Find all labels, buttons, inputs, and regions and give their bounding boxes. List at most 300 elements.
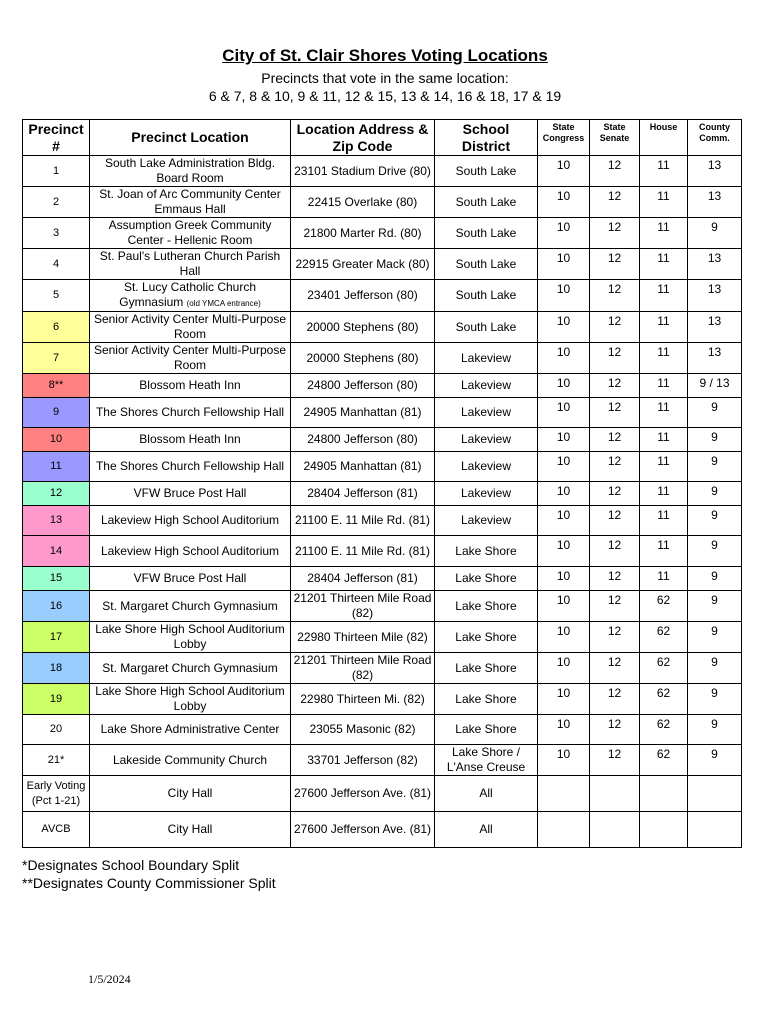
table-row xyxy=(23,218,742,249)
house-text: 11 xyxy=(657,400,670,414)
county-text: 13 xyxy=(707,189,722,203)
congress-text: 10 xyxy=(556,454,571,468)
house-text: 11 xyxy=(657,220,670,234)
congress-text: 10 xyxy=(556,345,571,359)
cell-district xyxy=(435,280,538,312)
cell-precinct xyxy=(23,218,90,249)
cell-precinct xyxy=(23,591,90,622)
cell-location xyxy=(90,428,291,452)
cell-senate xyxy=(590,374,640,398)
cell-senate xyxy=(590,536,640,567)
cell-congress xyxy=(538,187,590,218)
cell-congress xyxy=(538,591,590,622)
address-text: 22980 Thirteen Mile (82) xyxy=(297,629,428,644)
header-location: Precinct Location xyxy=(90,120,291,156)
cell-congress xyxy=(538,452,590,482)
cell-precinct xyxy=(23,684,90,715)
cell-house xyxy=(640,398,688,428)
district-text: Lake Shore / L'Anse Creuse xyxy=(446,745,526,774)
address-text: 22915 Greater Mack (80) xyxy=(295,256,430,271)
cell-location xyxy=(90,312,291,343)
address-text: 20000 Stephens (80) xyxy=(306,319,419,334)
cell-county xyxy=(688,398,742,428)
location-text: St. Lucy Catholic Church Gymnasium xyxy=(119,280,257,309)
cell-address xyxy=(291,343,435,374)
address-text: 21201 Thirteen Mile Road (82) xyxy=(293,653,432,682)
cell-county xyxy=(688,156,742,187)
cell-location xyxy=(90,536,291,567)
subtitle-line-1: Precincts that vote in the same location: xyxy=(261,70,509,86)
cell-house xyxy=(640,622,688,653)
county-text: 9 xyxy=(711,747,718,761)
cell-congress xyxy=(538,715,590,745)
cell-district xyxy=(435,622,538,653)
county-text: 9 xyxy=(711,569,718,583)
cell-congress xyxy=(538,374,590,398)
district-text: South Lake xyxy=(455,163,517,178)
cell-congress xyxy=(538,482,590,506)
cell-location xyxy=(90,567,291,591)
address-text: 24905 Manhattan (81) xyxy=(303,459,422,473)
senate-text: 12 xyxy=(607,345,622,359)
senate-text: 12 xyxy=(607,717,622,731)
district-text: South Lake xyxy=(455,319,517,334)
cell-congress xyxy=(538,684,590,715)
cell-senate xyxy=(590,567,640,591)
cell-district xyxy=(435,343,538,374)
county-text: 9 xyxy=(711,655,718,669)
cell-house xyxy=(640,506,688,536)
house-text: 11 xyxy=(657,569,670,583)
county-text: 13 xyxy=(707,345,722,359)
cell-house xyxy=(640,482,688,506)
precinct-text: 13 xyxy=(49,514,63,526)
cell-congress xyxy=(538,653,590,684)
precinct-text: 4 xyxy=(52,257,60,270)
cell-district xyxy=(435,536,538,567)
table-row xyxy=(23,812,742,848)
cell-senate xyxy=(590,506,640,536)
precinct-text: 1 xyxy=(52,164,60,177)
senate-text: 12 xyxy=(607,484,622,498)
cell-location xyxy=(90,684,291,715)
location-text: Senior Activity Center Multi-Purpose Room xyxy=(93,343,287,372)
house-text: 11 xyxy=(657,314,670,328)
senate-text: 12 xyxy=(607,251,622,265)
district-text: Lake Shore xyxy=(455,543,517,558)
precinct-text: 6 xyxy=(52,320,60,333)
precinct-text: 11 xyxy=(50,460,62,472)
senate-text: 12 xyxy=(607,220,622,234)
cell-location xyxy=(90,776,291,812)
cell-senate xyxy=(590,187,640,218)
cell-address xyxy=(291,536,435,567)
address-text: 23401 Jefferson (80) xyxy=(307,288,418,302)
house-text: 62 xyxy=(656,747,671,761)
cell-district xyxy=(435,374,538,398)
cell-senate xyxy=(590,280,640,312)
cell-address xyxy=(291,312,435,343)
cell-address xyxy=(291,218,435,249)
table-row xyxy=(23,536,742,567)
cell-senate xyxy=(590,312,640,343)
cell-congress xyxy=(538,776,590,812)
cell-congress xyxy=(538,280,590,312)
cell-house xyxy=(640,428,688,452)
header-row xyxy=(23,120,742,156)
cell-house xyxy=(640,312,688,343)
table-row xyxy=(23,745,742,776)
county-text: 9 xyxy=(711,454,718,468)
cell-location xyxy=(90,591,291,622)
district-text: South Lake xyxy=(455,225,517,240)
congress-text: 10 xyxy=(556,593,571,607)
subtitle xyxy=(0,69,770,105)
cell-precinct xyxy=(23,745,90,776)
cell-precinct xyxy=(23,249,90,280)
cell-address xyxy=(291,591,435,622)
cell-congress xyxy=(538,312,590,343)
cell-county xyxy=(688,482,742,506)
cell-district xyxy=(435,312,538,343)
cell-congress xyxy=(538,745,590,776)
cell-address xyxy=(291,428,435,452)
senate-text: 12 xyxy=(607,400,622,414)
cell-congress xyxy=(538,156,590,187)
location-text: Lake Shore High School Auditorium Lobby xyxy=(95,684,285,713)
district-text: Lake Shore xyxy=(455,660,517,675)
location-text: St. Margaret Church Gymnasium xyxy=(102,660,278,675)
table-row xyxy=(23,156,742,187)
cell-county xyxy=(688,812,742,848)
cell-senate xyxy=(590,622,640,653)
precinct-text: Early Voting (Pct 1-21) xyxy=(26,779,86,807)
house-text: 11 xyxy=(657,538,670,552)
location-text: Blossom Heath Inn xyxy=(139,432,241,446)
senate-text: 12 xyxy=(607,314,622,328)
cell-location xyxy=(90,653,291,684)
address-text: 24800 Jefferson (80) xyxy=(307,378,418,392)
cell-district xyxy=(435,428,538,452)
header-senate: State Senate xyxy=(590,120,640,156)
county-text: 9 xyxy=(711,686,718,700)
cell-district xyxy=(435,567,538,591)
footnote-county-split: **Designates County Commissioner Split xyxy=(22,875,276,891)
cell-county xyxy=(688,249,742,280)
cell-location xyxy=(90,812,291,848)
cell-location xyxy=(90,187,291,218)
precinct-text: 10 xyxy=(49,433,63,445)
congress-text: 10 xyxy=(556,717,571,731)
cell-precinct xyxy=(23,506,90,536)
cell-precinct xyxy=(23,482,90,506)
cell-precinct xyxy=(23,374,90,398)
precinct-text: 17 xyxy=(49,630,63,643)
house-text: 62 xyxy=(656,593,671,607)
senate-text: 12 xyxy=(607,454,622,468)
location-text: St. Margaret Church Gymnasium xyxy=(102,598,278,613)
precinct-text: 7 xyxy=(52,351,60,364)
location-text: Lake Shore High School Auditorium Lobby xyxy=(95,622,285,651)
district-text: Lakeview xyxy=(460,432,512,446)
house-text: 11 xyxy=(657,376,670,390)
address-text: 33701 Jefferson (82) xyxy=(307,752,418,767)
cell-district xyxy=(435,218,538,249)
voting-locations-table xyxy=(22,119,742,848)
cell-location xyxy=(90,218,291,249)
table-row xyxy=(23,187,742,218)
cell-county xyxy=(688,187,742,218)
cell-county xyxy=(688,452,742,482)
county-text: 9 / 13 xyxy=(699,376,730,390)
address-text: 27600 Jefferson Ave. (81) xyxy=(294,786,431,800)
precinct-text: 18 xyxy=(49,661,63,674)
cell-congress xyxy=(538,218,590,249)
cell-county xyxy=(688,536,742,567)
cell-location xyxy=(90,452,291,482)
cell-address xyxy=(291,812,435,848)
county-text: 9 xyxy=(711,400,718,414)
county-text: 9 xyxy=(711,538,718,552)
table-row xyxy=(23,622,742,653)
precinct-text: 9 xyxy=(52,406,60,418)
senate-text: 12 xyxy=(607,189,622,203)
cell-congress xyxy=(538,812,590,848)
cell-precinct xyxy=(23,653,90,684)
table-row xyxy=(23,280,742,312)
cell-county xyxy=(688,374,742,398)
subtitle-line-2: 6 & 7, 8 & 10, 9 & 11, 12 & 15, 13 & 14, 16 & 18, 17 & 19 xyxy=(208,88,562,104)
cell-address xyxy=(291,249,435,280)
house-text: 11 xyxy=(657,430,670,444)
house-text: 11 xyxy=(657,189,670,203)
county-text: 9 xyxy=(711,484,718,498)
county-text: 9 xyxy=(711,624,718,638)
congress-text: 10 xyxy=(556,400,571,414)
cell-address xyxy=(291,745,435,776)
district-text: Lake Shore xyxy=(455,629,517,644)
cell-address xyxy=(291,452,435,482)
header-house: House xyxy=(640,120,688,156)
cell-house xyxy=(640,156,688,187)
cell-precinct xyxy=(23,715,90,745)
county-text: 13 xyxy=(707,158,722,172)
cell-senate xyxy=(590,343,640,374)
cell-house xyxy=(640,715,688,745)
cell-precinct xyxy=(23,343,90,374)
address-text: 24905 Manhattan (81) xyxy=(303,405,422,419)
congress-text: 10 xyxy=(556,251,571,265)
cell-location xyxy=(90,156,291,187)
cell-county xyxy=(688,428,742,452)
address-text: 21201 Thirteen Mile Road (82) xyxy=(293,591,432,620)
cell-precinct xyxy=(23,776,90,812)
district-text: Lake Shore xyxy=(455,722,517,736)
location-text: Assumption Greek Community Center - Hellenic Room xyxy=(108,218,272,247)
cell-congress xyxy=(538,536,590,567)
footnotes xyxy=(22,856,276,892)
cell-house xyxy=(640,374,688,398)
table-row xyxy=(23,715,742,745)
cell-precinct xyxy=(23,428,90,452)
table-row xyxy=(23,591,742,622)
cell-district xyxy=(435,506,538,536)
cell-address xyxy=(291,684,435,715)
congress-text: 10 xyxy=(556,376,571,390)
cell-address xyxy=(291,622,435,653)
precinct-text: 8** xyxy=(48,379,64,391)
congress-text: 10 xyxy=(556,538,571,552)
district-text: Lake Shore xyxy=(455,571,517,585)
cell-house xyxy=(640,653,688,684)
senate-text: 12 xyxy=(607,569,622,583)
county-text: 9 xyxy=(711,717,718,731)
cell-house xyxy=(640,218,688,249)
table-row xyxy=(23,506,742,536)
cell-precinct xyxy=(23,280,90,312)
table-row xyxy=(23,452,742,482)
house-text: 62 xyxy=(656,624,671,638)
cell-house xyxy=(640,280,688,312)
address-text: 23101 Stadium Drive (80) xyxy=(294,163,431,178)
district-text: Lakeview xyxy=(460,486,512,500)
house-text: 62 xyxy=(656,686,671,700)
cell-county xyxy=(688,567,742,591)
senate-text: 12 xyxy=(607,747,622,761)
congress-text: 10 xyxy=(556,430,571,444)
cell-congress xyxy=(538,567,590,591)
house-text: 11 xyxy=(657,484,670,498)
cell-precinct xyxy=(23,312,90,343)
cell-county xyxy=(688,506,742,536)
cell-county xyxy=(688,684,742,715)
table-row xyxy=(23,653,742,684)
precinct-text: 3 xyxy=(52,226,60,239)
cell-district xyxy=(435,591,538,622)
cell-house xyxy=(640,684,688,715)
cell-location xyxy=(90,343,291,374)
district-text: Lakeview xyxy=(460,513,512,527)
cell-senate xyxy=(590,653,640,684)
location-text: City Hall xyxy=(167,786,213,800)
cell-precinct xyxy=(23,156,90,187)
cell-senate xyxy=(590,745,640,776)
house-text: 62 xyxy=(656,655,671,669)
cell-location xyxy=(90,482,291,506)
table-row xyxy=(23,776,742,812)
house-text: 62 xyxy=(656,717,671,731)
senate-text: 12 xyxy=(607,282,622,296)
address-text: 21100 E. 11 Mile Rd. (81) xyxy=(295,513,430,527)
cell-senate xyxy=(590,684,640,715)
location-text: Lakeview High School Auditorium xyxy=(100,543,280,558)
cell-senate xyxy=(590,398,640,428)
cell-location xyxy=(90,249,291,280)
house-text: 11 xyxy=(657,454,670,468)
cell-address xyxy=(291,187,435,218)
house-text: 11 xyxy=(657,251,670,265)
cell-address xyxy=(291,374,435,398)
address-text: 28404 Jefferson (81) xyxy=(307,486,418,500)
table-row xyxy=(23,398,742,428)
cell-senate xyxy=(590,156,640,187)
cell-address xyxy=(291,506,435,536)
cell-county xyxy=(688,343,742,374)
senate-text: 12 xyxy=(607,376,622,390)
senate-text: 12 xyxy=(607,624,622,638)
cell-county xyxy=(688,280,742,312)
cell-county xyxy=(688,653,742,684)
header-county: County Comm. xyxy=(688,120,742,156)
cell-district xyxy=(435,684,538,715)
cell-county xyxy=(688,622,742,653)
congress-text: 10 xyxy=(556,189,571,203)
document-date: 1/5/2024 xyxy=(88,972,131,986)
precinct-text: 5 xyxy=(52,289,60,301)
precinct-text: 16 xyxy=(49,599,63,612)
congress-text: 10 xyxy=(556,508,571,522)
district-text: Lake Shore xyxy=(455,598,517,613)
address-text: 24800 Jefferson (80) xyxy=(307,432,418,446)
table-row xyxy=(23,567,742,591)
address-text: 21800 Marter Rd. (80) xyxy=(303,225,422,240)
house-text: 11 xyxy=(657,158,670,172)
congress-text: 10 xyxy=(556,655,571,669)
cell-county xyxy=(688,591,742,622)
congress-text: 10 xyxy=(556,686,571,700)
address-text: 28404 Jefferson (81) xyxy=(307,571,418,585)
district-text: All xyxy=(479,822,493,836)
cell-senate xyxy=(590,428,640,452)
district-text: Lakeview xyxy=(460,405,512,419)
county-text: 13 xyxy=(707,314,722,328)
address-text: 23055 Masonic (82) xyxy=(309,722,416,736)
cell-house xyxy=(640,343,688,374)
table-row xyxy=(23,428,742,452)
district-text: Lake Shore xyxy=(455,691,517,706)
senate-text: 12 xyxy=(607,158,622,172)
district-text: All xyxy=(479,786,493,800)
cell-county xyxy=(688,776,742,812)
cell-precinct xyxy=(23,812,90,848)
senate-text: 12 xyxy=(607,593,622,607)
page-title: City of St. Clair Shores Voting Locations xyxy=(222,46,548,65)
cell-house xyxy=(640,187,688,218)
cell-address xyxy=(291,715,435,745)
senate-text: 12 xyxy=(607,508,622,522)
district-text: Lakeview xyxy=(460,350,512,365)
address-text: 22980 Thirteen Mi. (82) xyxy=(300,691,425,706)
cell-address xyxy=(291,653,435,684)
cell-county xyxy=(688,218,742,249)
cell-district xyxy=(435,653,538,684)
cell-county xyxy=(688,715,742,745)
county-text: 13 xyxy=(707,282,722,296)
cell-address xyxy=(291,567,435,591)
cell-district xyxy=(435,812,538,848)
header-district: School District xyxy=(435,120,538,156)
address-text: 22415 Overlake (80) xyxy=(307,194,418,209)
cell-house xyxy=(640,249,688,280)
cell-house xyxy=(640,745,688,776)
cell-senate xyxy=(590,452,640,482)
header-precinct: Precinct # xyxy=(23,120,90,156)
congress-text: 10 xyxy=(556,569,571,583)
table-row xyxy=(23,482,742,506)
cell-address xyxy=(291,156,435,187)
cell-precinct xyxy=(23,398,90,428)
precinct-text: 21* xyxy=(47,753,65,766)
